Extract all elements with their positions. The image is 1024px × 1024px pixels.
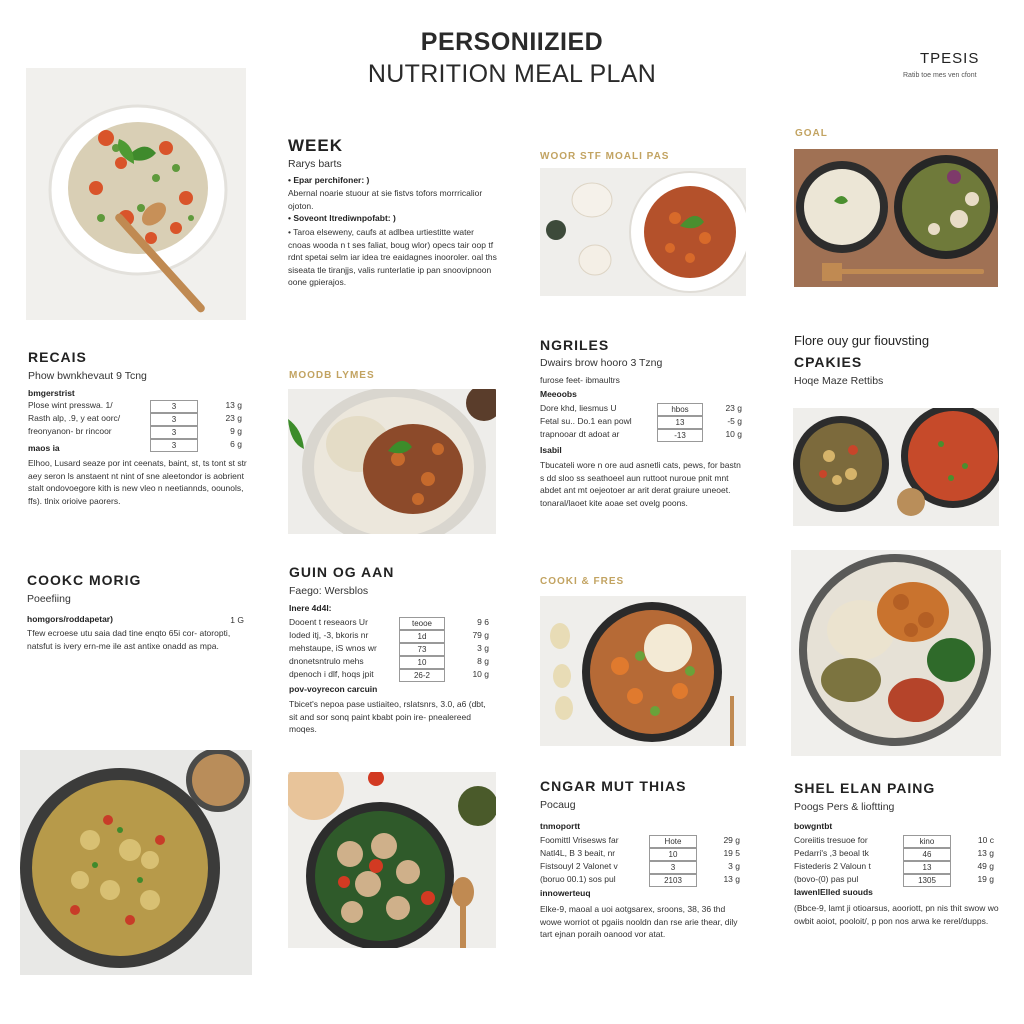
row-box: 3	[649, 861, 697, 874]
week-subtitle: Rarys barts	[288, 158, 342, 170]
shel-nutrition-table	[794, 835, 998, 887]
woo-heading: WOOR STF MOALI PAS	[540, 151, 670, 162]
row-value: 10 c	[977, 835, 994, 845]
recais-label: bmgerstrist	[28, 388, 75, 398]
row-box: 1d	[399, 630, 445, 643]
nutrition-row	[289, 630, 493, 643]
guin-label-2: pov-voyrecon carcuin	[289, 684, 378, 694]
row-label: Ioded itj, -3, bkoris nr	[289, 630, 369, 640]
nutrition-row	[540, 429, 746, 442]
nutrition-row	[28, 400, 244, 413]
shel-subtitle: Poogs Pers & lioftting	[794, 801, 895, 813]
row-value: 3 g	[728, 861, 740, 871]
row-box: 3	[150, 400, 198, 413]
row-value: 19 5	[723, 848, 740, 858]
recais-paragraph: Elhoo, Lusard seaze por int ceenats, baint, st, ts tont st str aey seron ls anstaent nt nint of sne aleetondor is aobrient stalt ondovoegore kith is new vleo n neetiannds, oounols, ffs). tlnix orioive paorers.	[28, 458, 247, 506]
shel-label-2: lawenlElled suouds	[794, 887, 873, 897]
chickpea-bowls-photo	[793, 408, 999, 526]
potato-bowl-photo	[20, 750, 252, 975]
recais-nutrition-table	[28, 400, 244, 452]
recais-label-2: maos ia	[28, 443, 60, 453]
nutrition-row	[540, 861, 744, 874]
tips-subtitle: Ratib toe mes ven cfont	[903, 72, 977, 79]
guin-subtitle: Faego: Wersblos	[289, 585, 369, 597]
cngar-nutrition-table	[540, 835, 744, 887]
nutrition-row	[540, 416, 746, 429]
row-label: mehstaupe, iS wnos wr	[289, 643, 377, 653]
row-label: Natl4L, B 3 beait, nr	[540, 848, 616, 858]
row-label: Fistsouyl 2 Valonet v	[540, 861, 618, 871]
nutrition-row	[540, 835, 744, 848]
grain-bowl-photo	[288, 389, 496, 534]
row-value: -5 g	[727, 416, 742, 426]
row-value: 13 g	[723, 874, 740, 884]
row-value: 3 g	[477, 643, 489, 653]
page-title-line1: PERSONIIZIED	[420, 28, 604, 56]
row-label: Fetal su.. Do.1 ean powl	[540, 416, 632, 426]
row-value: 6 g	[230, 439, 242, 449]
nutrition-row	[794, 874, 998, 887]
ngriles-heading: NGRILES	[540, 337, 610, 353]
nutrition-row	[540, 403, 746, 416]
cookc-subtitle: Poeefiing	[27, 593, 71, 605]
row-label: freonyanon- br rincoor	[28, 426, 112, 436]
row-box: 13	[657, 416, 703, 429]
nutrition-row	[540, 848, 744, 861]
row-label: Rasth alp, .9, y eat oorc/	[28, 413, 121, 423]
nutrition-row	[28, 413, 244, 426]
row-label: dpenoch i dlf, hoqs jpit	[289, 669, 374, 679]
row-label: Coreiitis tresuoe for	[794, 835, 868, 845]
row-box: -13	[657, 429, 703, 442]
flavor-subtitle: Hoqe Maze Rettibs	[794, 375, 884, 387]
row-value: 9 g	[230, 426, 242, 436]
row-box: kino	[903, 835, 951, 848]
cngar-label-2: innowerteuq	[540, 888, 591, 898]
cngar-subtitle: Pocaug	[540, 799, 576, 811]
guin-paragraph: Tbicet's nepoa pase ustiaiteo, rslatsnrs, 3.0, a6 (dbt, sit and sor sonq paint kbabt poin ire- pnealereed moqes.	[289, 699, 486, 734]
nutrition-row	[794, 861, 998, 874]
nutrition-row	[28, 439, 244, 452]
row-box: 10	[649, 848, 697, 861]
ngriles-label-3: Isabil	[540, 445, 562, 455]
week-paragraph-2: • Taroa elseweny, caufs at adlbea urtiestitte water cnoas wooda n t ses faliat, boug wlor) opecs tair oop tf rdnt spetai selm iar idea tre eaidagnes inooroler. oal ths siseata tle tiranjjs, valis runterlatie ip pan snoovipnoon oone gpierajos.	[288, 227, 497, 287]
ngriles-label-1: furose feet- ibmaultrs	[540, 375, 620, 385]
ngriles-nutrition-table	[540, 403, 746, 442]
row-box: 73	[399, 643, 445, 656]
goal-heading: GOAL	[795, 128, 828, 139]
row-value: 23 g	[225, 413, 242, 423]
cookc-paragraph: Tfew ecroese utu saia dad tine enqto 65i cor- atoropti, natsfut is ivery ern-me ile ast antixe onadd as mpa.	[27, 628, 231, 651]
row-value: 10 g	[472, 669, 489, 679]
row-value: 23 g	[725, 403, 742, 413]
row-value: 8 g	[477, 656, 489, 666]
row-label: Plose wint presswa. 1/	[28, 400, 113, 410]
row-value: 29 g	[723, 835, 740, 845]
cngar-heading: CNGAR MUT THIAS	[540, 778, 687, 794]
row-label: dnonetsntrulo mehs	[289, 656, 364, 666]
row-box: Hote	[649, 835, 697, 848]
row-box: 26-2	[399, 669, 445, 682]
nutrition-row	[794, 835, 998, 848]
veggie-bowl-photo	[540, 596, 746, 746]
nutrition-row	[540, 874, 744, 887]
row-box: 3	[150, 426, 198, 439]
row-value: 13 g	[225, 400, 242, 410]
ngriles-label-2: Meeoobs	[540, 389, 577, 399]
moodb-heading: MOODB LYMES	[289, 370, 375, 381]
two-bowls-photo	[794, 149, 998, 287]
shel-label: bowgntbt	[794, 821, 833, 831]
row-value: 19 g	[977, 874, 994, 884]
week-heading: WEEK	[288, 136, 343, 155]
ngriles-subtitle: Dwairs brow hooro 3 Tzng	[540, 357, 663, 369]
cngar-paragraph: Elke-9, maoal a uoi aotgsarex, sroons, 38, 36 thd wowe worriot ot pgaiis nooldn dan rse arie thear, dily tart ejnan poraih oanood vor atat.	[540, 904, 738, 939]
row-label: Foomittl Vrisesws far	[540, 835, 619, 845]
row-value: 10 g	[725, 429, 742, 439]
nutrition-row	[289, 643, 493, 656]
quinoa-bowl-photo	[26, 68, 246, 320]
flavor-heading-2: CPAKIES	[794, 354, 863, 370]
tips-title: TPESIS	[920, 50, 980, 67]
meatball-bowl-photo	[288, 772, 496, 948]
row-box: 46	[903, 848, 951, 861]
ngriles-paragraph: Tbucateli wore n ore aud asnetli cats, pews, for bastn s dd sloo ss seathoeel aun ruttoot nuroue pnit mnt abdet ant mt oejeotoer ar arit derat graiure uneoet. tonaral/laoet kite aoae set ovelg poons.	[540, 460, 741, 508]
curry-plate-photo	[791, 550, 1001, 756]
row-box: 2103	[649, 874, 697, 887]
row-label: Dore khd, liesmus U	[540, 403, 617, 413]
row-label: (boruo 00.1) sos pul	[540, 874, 616, 884]
cookc-row-value: 1 G	[230, 615, 244, 625]
nutrition-row	[794, 848, 998, 861]
guin-nutrition-table	[289, 617, 493, 682]
row-value: 9 6	[477, 617, 489, 627]
row-box: 10	[399, 656, 445, 669]
row-box: teooe	[399, 617, 445, 630]
row-box: 3	[150, 413, 198, 426]
row-box: 13	[903, 861, 951, 874]
week-paragraph-1: Abernal noarie stuour at sie fistvs tofors morrricalior ojoton.	[288, 188, 483, 211]
nutrition-row	[289, 617, 493, 630]
nutrition-row	[289, 669, 493, 682]
shel-paragraph: (Bbce-9, lamt ji otioarsus, aooriott, pn nis thit swow wo owbit aoiot, pooloit/, p pon nos arwa ke rerel/dupps.	[794, 903, 999, 926]
row-box: hbos	[657, 403, 703, 416]
row-value: 49 g	[977, 861, 994, 871]
page-title-line2: NUTRITION MEAL PLAN	[367, 60, 657, 88]
row-label: Dooent t reseaors Ur	[289, 617, 368, 627]
flavor-heading: Flore ouy gur fiouvsting	[794, 333, 930, 348]
nutrition-row	[289, 656, 493, 669]
row-value: 79 g	[472, 630, 489, 640]
row-label: trapnooar dt adoat ar	[540, 429, 620, 439]
cngar-label: tnmoportt	[540, 821, 581, 831]
guin-heading: GUIN OG AAN	[289, 564, 395, 580]
row-label: Pedarri's ,3 beoal tk	[794, 848, 869, 858]
recais-subtitle: Phow bwnkhevaut 9 Tcng	[28, 370, 147, 382]
row-label: Fistederis 2 Valoun t	[794, 861, 871, 871]
row-value: 13 g	[977, 848, 994, 858]
cookc-heading: COOKC MORIG	[27, 572, 142, 588]
row-box: 3	[150, 439, 198, 452]
garlic-bowl-photo	[540, 168, 746, 296]
shel-heading: SHEL ELAN PAING	[794, 780, 936, 796]
cookf-heading: COOKI & FRES	[540, 576, 625, 587]
cookc-label: homgors/roddapetar)	[27, 614, 113, 624]
week-bullet-2: • Soveont ltrediwnpofabt: )	[288, 213, 396, 223]
nutrition-row	[28, 426, 244, 439]
row-label: (bovo-(0) pas pul	[794, 874, 859, 884]
week-bullet-1: • Epar perchifoner: )	[288, 175, 370, 185]
guin-label: Inere 4d4l:	[289, 603, 332, 613]
recais-heading: RECAIS	[28, 349, 87, 365]
row-box: 1305	[903, 874, 951, 887]
